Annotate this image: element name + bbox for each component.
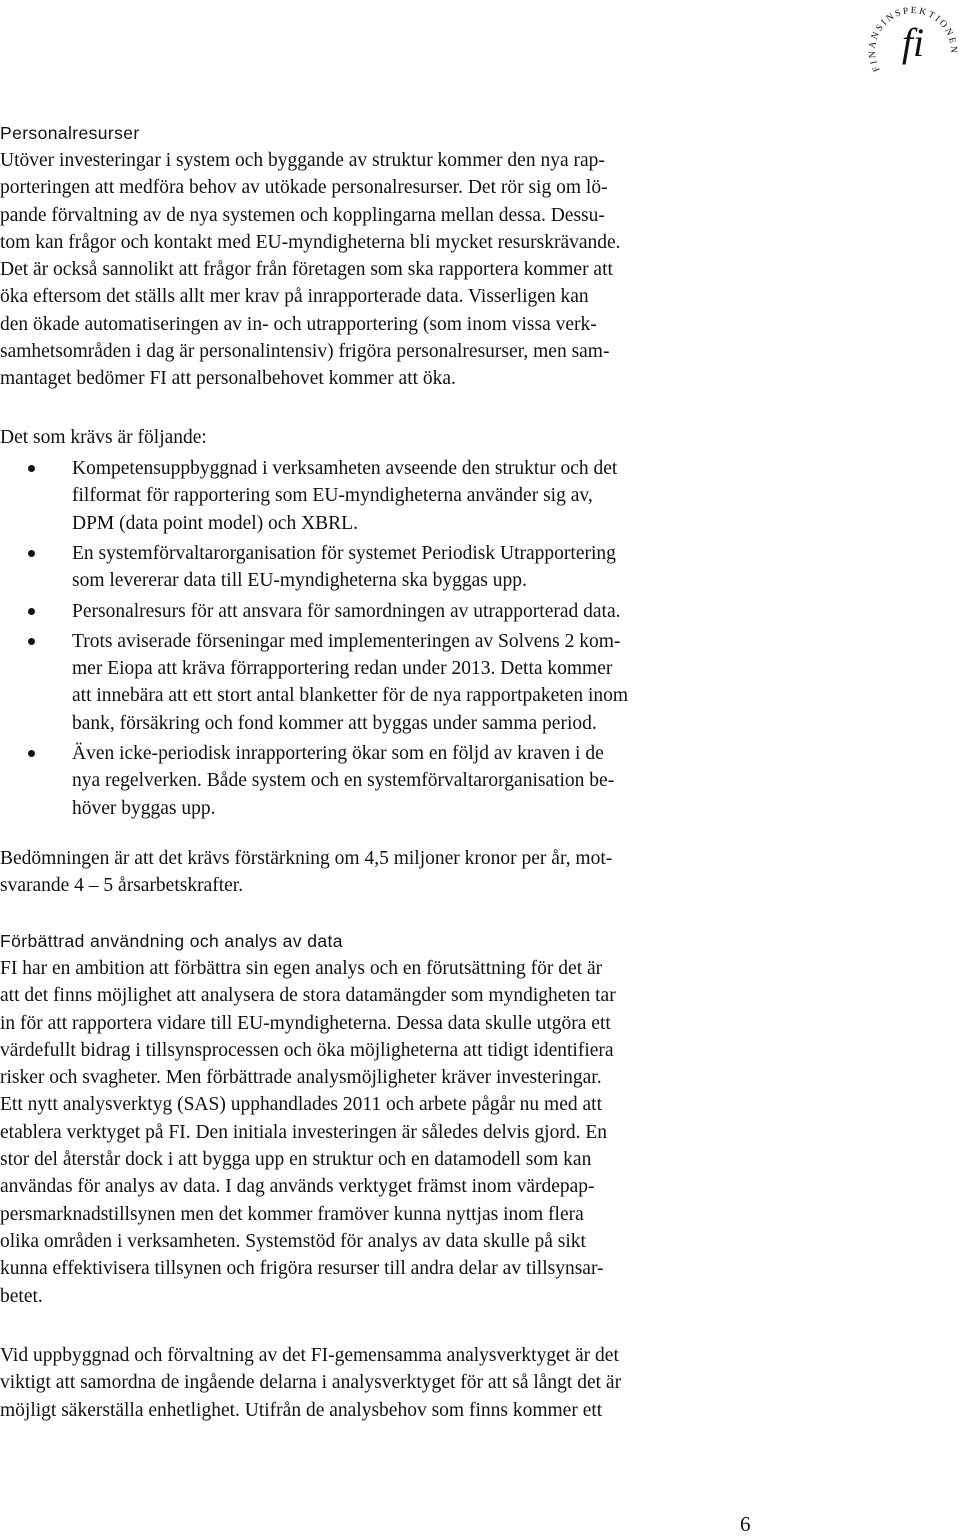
text-line: pande förvaltning av de nya systemen och kopplingarna mellan dessa. Dessu-: [0, 204, 605, 226]
text-line: svarande 4 – 5 årsarbetskrafter.: [0, 875, 244, 897]
section-heading: Personalresurser: [0, 123, 140, 143]
text-line: Personalresurs för att ansvara för samordningen av utrapporterad data.: [72, 600, 621, 622]
text-line: stor del återstår dock i att bygga upp en struktur och en datamodell som kan: [0, 1149, 592, 1171]
section-body: [0, 147, 621, 393]
requirements-intro-block: [0, 424, 207, 451]
section-body: [0, 955, 616, 1310]
page-number: 6: [740, 1512, 751, 1536]
bullet-text: [72, 455, 617, 537]
text-line: nya regelverken. Både system och en systemförvaltarorganisation be-: [72, 770, 615, 792]
text-line: samhetsområden i dag är personalintensiv) frigöra personalresurser, men sam-: [0, 341, 610, 363]
text-line: Ett nytt analysverktyg (SAS) upphandlades 2011 och arbete pågår nu med att: [0, 1094, 602, 1116]
closing-paragraph: [0, 1342, 621, 1424]
logo-ring-text: FINANSINSPEKTIONEN: [867, 6, 959, 74]
text-line: etablera verktyget på FI. Den initiala investeringen är således delvis gjord. En: [0, 1121, 608, 1143]
text-line: FI har en ambition att förbättra sin egen analys och en förutsättning för det är: [0, 958, 603, 979]
text-line: som levererar data till EU-myndigheterna ska byggas upp.: [72, 570, 527, 592]
text-line: värdefullt bidrag i tillsynsprocessen och öka möjligheterna att tidigt identifiera: [0, 1039, 614, 1061]
section-analys: [0, 928, 616, 1310]
text-line: Bedömningen är att det krävs förstärkning om 4,5 miljoner kronor per år, mot-: [0, 848, 613, 869]
text-line: Det är också sannolikt att frågor från företagen som ska rapportera kommer att: [0, 259, 613, 281]
text-line: persmarknadstillsynen men det kommer framöver kunna nyttjas inom flera: [0, 1203, 584, 1225]
text-line: den ökade automatiseringen av in- och utrapportering (som inom vissa verk-: [0, 313, 597, 335]
bullet-dot-icon: [28, 550, 35, 557]
text-line: öka eftersom det ställs allt mer krav på inrapporterade data. Visserligen kan: [0, 286, 589, 308]
bullet-text: [72, 598, 621, 625]
requirements-intro: Det som krävs är följande:: [0, 427, 207, 448]
text-line: filformat för rapportering som EU-myndigheterna använder sig av,: [72, 485, 593, 507]
section-heading: Förbättrad användning och analys av data: [0, 931, 343, 951]
text-line: höver byggas upp.: [72, 797, 216, 819]
bullet-text: [72, 540, 616, 595]
text-line: användas för analys av data. I dag används verktyget främst inom värdepap-: [0, 1176, 595, 1198]
text-line: mer Eiopa att kräva förrapportering redan under 2013. Detta kommer: [72, 658, 613, 680]
text-line: Även icke-periodisk inrapportering ökar som en följd av kraven i de: [72, 743, 604, 764]
text-line: Vid uppbyggnad och förvaltning av det FI-gemensamma analysverktyget är det: [0, 1345, 619, 1366]
text-line: Kompetensuppbyggnad i verksamheten avseende den struktur och det: [72, 458, 618, 479]
text-line: in för att rapportera vidare till EU-myndigheterna. Dessa data skulle utgöra ett: [0, 1012, 611, 1034]
text-line: Trots aviserade förseningar med implementeringen av Solvens 2 kom-: [72, 630, 621, 652]
logo-monogram: fi: [901, 20, 925, 65]
text-line: olika områden i verksamheten. Systemstöd för analys av data skulle på sikt: [0, 1230, 586, 1252]
text-line: Utöver investeringar i system och byggande av struktur kommer den nya rap-: [0, 150, 605, 171]
text-line: risker och svagheter. Men förbättrade analysmöjligheter kräver investeringar.: [0, 1067, 602, 1089]
text-line: betet.: [0, 1285, 43, 1307]
finansinspektionen-logo: [866, 0, 960, 86]
text-line: bank, försäkring och fond kommer att byggas under samma period.: [72, 712, 597, 734]
bullet-dot-icon: [28, 608, 35, 615]
text-line: möjligt säkerställa enhetlighet. Utifrån de analysbehov som finns kommer ett: [0, 1399, 603, 1421]
text-line: DPM (data point model) och XBRL.: [72, 512, 358, 534]
bullet-dot-icon: [28, 638, 35, 645]
text-line: viktigt att samordna de ingående delarna i analysverktyget för att så långt det är: [0, 1372, 622, 1394]
text-line: porteringen att medföra behov av utökade personalresurser. Det rör sig om lö-: [0, 177, 608, 199]
text-line: att det finns möjlighet att analysera de stora datamängder som myndigheten tar: [0, 985, 616, 1007]
assessment-paragraph: [0, 845, 612, 900]
text-line: kunna effektivisera tillsynen och frigöra resurser till andra delar av tillsynsar-: [0, 1258, 604, 1280]
text-line: En systemförvaltarorganisation för systemet Periodisk Utrapportering: [72, 542, 616, 564]
bullet-text: [72, 740, 614, 822]
text-line: tom kan frågor och kontakt med EU-myndigheterna bli mycket resurskrävande.: [0, 231, 621, 253]
bullet-dot-icon: [28, 465, 35, 472]
text-line: att innebära att ett stort antal blanketter för de nya rapportpaketen inom: [72, 685, 629, 707]
bullet-dot-icon: [28, 750, 35, 757]
bullet-text: [72, 628, 628, 737]
section-personalresurser: [0, 120, 621, 393]
text-line: mantaget bedömer FI att personalbehovet kommer att öka.: [0, 368, 456, 390]
